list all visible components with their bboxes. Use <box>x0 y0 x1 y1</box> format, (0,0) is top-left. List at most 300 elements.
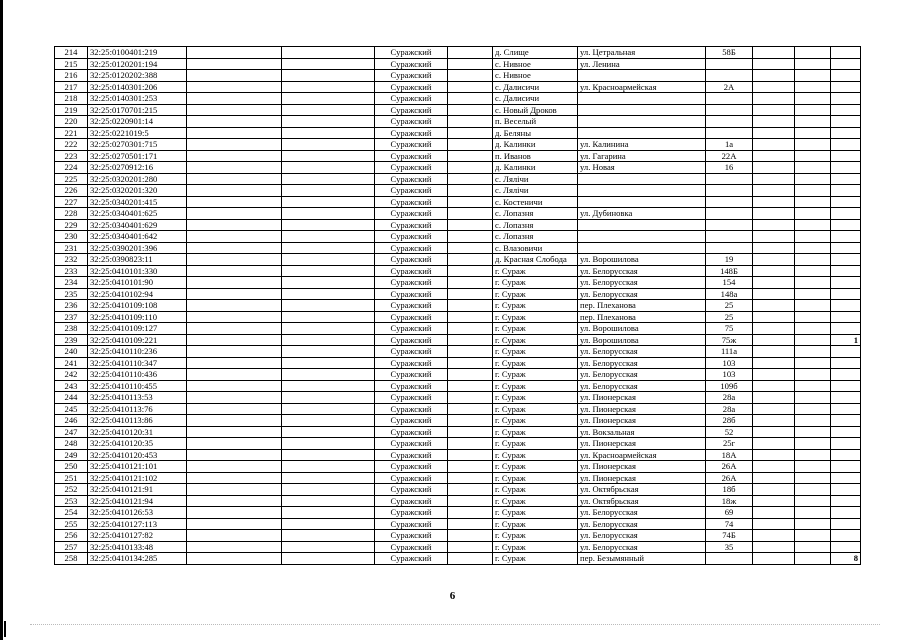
table-row <box>55 265 861 277</box>
object-cell <box>282 162 375 174</box>
extra-cell-2 <box>795 334 831 346</box>
object-cell <box>282 58 375 70</box>
street-cell: ул. Белорусская <box>578 357 706 369</box>
extra-cell <box>753 173 795 185</box>
street-cell: ул. Вокзальная <box>578 426 706 438</box>
table-row <box>55 495 861 507</box>
extra-cell <box>753 311 795 323</box>
house-cell <box>706 196 753 208</box>
empty-cell <box>448 403 493 415</box>
empty-cell <box>448 438 493 450</box>
extra-cell <box>753 81 795 93</box>
owner-cell <box>187 472 282 484</box>
extra-cell <box>753 518 795 530</box>
extra-cell <box>753 242 795 254</box>
extra-cell <box>753 196 795 208</box>
street-cell: ул. Пионерская <box>578 461 706 473</box>
cadastral-number: 32:25:0120202:388 <box>88 70 187 82</box>
street-cell: пер. Плеханова <box>578 311 706 323</box>
street-cell: ул. Ворошилова <box>578 254 706 266</box>
count-cell <box>831 449 861 461</box>
empty-cell <box>448 104 493 116</box>
district-cell: Суражский <box>375 173 448 185</box>
table-row <box>55 58 861 70</box>
district-cell: Суражский <box>375 461 448 473</box>
row-number: 232 <box>55 254 88 266</box>
count-cell <box>831 116 861 128</box>
house-cell: 154 <box>706 277 753 289</box>
object-cell <box>282 369 375 381</box>
cadastral-number: 32:25:0410113:76 <box>88 403 187 415</box>
count-cell <box>831 104 861 116</box>
object-cell <box>282 472 375 484</box>
extra-cell <box>753 415 795 427</box>
street-cell <box>578 104 706 116</box>
table-row <box>55 127 861 139</box>
table-row <box>55 392 861 404</box>
owner-cell <box>187 553 282 565</box>
object-cell <box>282 288 375 300</box>
settlement-cell: г. Сураж <box>493 288 578 300</box>
empty-cell <box>448 219 493 231</box>
empty-cell <box>448 472 493 484</box>
owner-cell <box>187 208 282 220</box>
owner-cell <box>187 242 282 254</box>
empty-cell <box>448 300 493 312</box>
extra-cell-2 <box>795 449 831 461</box>
row-number: 226 <box>55 185 88 197</box>
object-cell <box>282 116 375 128</box>
district-cell: Суражский <box>375 127 448 139</box>
object-cell <box>282 231 375 243</box>
owner-cell <box>187 495 282 507</box>
owner-cell <box>187 530 282 542</box>
district-cell: Суражский <box>375 357 448 369</box>
row-number: 218 <box>55 93 88 105</box>
empty-cell <box>448 231 493 243</box>
settlement-cell: с. Лопазня <box>493 231 578 243</box>
object-cell <box>282 323 375 335</box>
cadastral-number: 32:25:0410134:285 <box>88 553 187 565</box>
cadastral-number: 32:25:0340401:625 <box>88 208 187 220</box>
empty-cell <box>448 426 493 438</box>
table-row <box>55 380 861 392</box>
extra-cell <box>753 380 795 392</box>
cadastral-number: 32:25:0221019:5 <box>88 127 187 139</box>
document-sheet <box>54 46 860 565</box>
owner-cell <box>187 127 282 139</box>
empty-cell <box>448 334 493 346</box>
extra-cell <box>753 449 795 461</box>
table-row <box>55 173 861 185</box>
extra-cell-2 <box>795 219 831 231</box>
count-cell <box>831 139 861 151</box>
scan-edge-mark <box>4 621 6 637</box>
district-cell: Суражский <box>375 242 448 254</box>
object-cell <box>282 70 375 82</box>
extra-cell <box>753 219 795 231</box>
extra-cell <box>753 403 795 415</box>
settlement-cell: с. Новый Дроков <box>493 104 578 116</box>
owner-cell <box>187 265 282 277</box>
cadastral-number: 32:25:0220901:14 <box>88 116 187 128</box>
owner-cell <box>187 380 282 392</box>
row-number: 252 <box>55 484 88 496</box>
district-cell: Суражский <box>375 150 448 162</box>
empty-cell <box>448 553 493 565</box>
table-row <box>55 81 861 93</box>
row-number: 245 <box>55 403 88 415</box>
cadastral-number: 32:25:0270501:171 <box>88 150 187 162</box>
empty-cell <box>448 518 493 530</box>
count-cell <box>831 150 861 162</box>
count-cell <box>831 346 861 358</box>
scan-noise-line <box>30 624 880 627</box>
extra-cell-2 <box>795 300 831 312</box>
object-cell <box>282 346 375 358</box>
table-row <box>55 219 861 231</box>
empty-cell <box>448 162 493 174</box>
house-cell: 25 <box>706 300 753 312</box>
object-cell <box>282 484 375 496</box>
extra-cell-2 <box>795 277 831 289</box>
empty-cell <box>448 530 493 542</box>
owner-cell <box>187 392 282 404</box>
owner-cell <box>187 323 282 335</box>
empty-cell <box>448 93 493 105</box>
district-cell: Суражский <box>375 518 448 530</box>
row-number: 256 <box>55 530 88 542</box>
owner-cell <box>187 438 282 450</box>
owner-cell <box>187 93 282 105</box>
count-cell <box>831 311 861 323</box>
district-cell: Суражский <box>375 81 448 93</box>
house-cell: 28б <box>706 415 753 427</box>
row-number: 243 <box>55 380 88 392</box>
empty-cell <box>448 81 493 93</box>
table-row <box>55 311 861 323</box>
extra-cell <box>753 265 795 277</box>
extra-cell <box>753 70 795 82</box>
cadastral-number: 32:25:0340401:642 <box>88 231 187 243</box>
district-cell: Суражский <box>375 196 448 208</box>
empty-cell <box>448 196 493 208</box>
object-cell <box>282 81 375 93</box>
row-number: 233 <box>55 265 88 277</box>
settlement-cell: г. Сураж <box>493 403 578 415</box>
settlement-cell: г. Сураж <box>493 277 578 289</box>
table-row <box>55 93 861 105</box>
table-row <box>55 300 861 312</box>
row-number: 217 <box>55 81 88 93</box>
owner-cell <box>187 70 282 82</box>
cadastral-number: 32:25:0410121:102 <box>88 472 187 484</box>
street-cell <box>578 231 706 243</box>
empty-cell <box>448 116 493 128</box>
settlement-cell: г. Сураж <box>493 346 578 358</box>
extra-cell-2 <box>795 93 831 105</box>
extra-cell-2 <box>795 380 831 392</box>
empty-cell <box>448 449 493 461</box>
extra-cell-2 <box>795 461 831 473</box>
row-number: 239 <box>55 334 88 346</box>
district-cell: Суражский <box>375 311 448 323</box>
object-cell <box>282 254 375 266</box>
owner-cell <box>187 81 282 93</box>
table-row <box>55 139 861 151</box>
settlement-cell: г. Сураж <box>493 426 578 438</box>
count-cell <box>831 438 861 450</box>
cadastral-number: 32:25:0270912:16 <box>88 162 187 174</box>
street-cell: ул. Пионерская <box>578 403 706 415</box>
extra-cell <box>753 507 795 519</box>
object-cell <box>282 507 375 519</box>
row-number: 253 <box>55 495 88 507</box>
empty-cell <box>448 127 493 139</box>
row-number: 220 <box>55 116 88 128</box>
row-number: 238 <box>55 323 88 335</box>
object-cell <box>282 265 375 277</box>
cadastral-number: 32:25:0170701:215 <box>88 104 187 116</box>
object-cell <box>282 277 375 289</box>
extra-cell-2 <box>795 495 831 507</box>
object-cell <box>282 461 375 473</box>
house-cell <box>706 93 753 105</box>
table-row <box>55 104 861 116</box>
extra-cell-2 <box>795 196 831 208</box>
row-number: 231 <box>55 242 88 254</box>
owner-cell <box>187 449 282 461</box>
owner-cell <box>187 518 282 530</box>
extra-cell-2 <box>795 403 831 415</box>
scan-edge-left <box>0 0 3 640</box>
district-cell: Суражский <box>375 438 448 450</box>
table-row <box>55 553 861 565</box>
owner-cell <box>187 58 282 70</box>
cadastral-number: 32:25:0410110:436 <box>88 369 187 381</box>
cadastral-number: 32:25:0410110:455 <box>88 380 187 392</box>
extra-cell-2 <box>795 58 831 70</box>
table-row <box>55 484 861 496</box>
owner-cell <box>187 254 282 266</box>
table-row <box>55 541 861 553</box>
district-cell: Суражский <box>375 300 448 312</box>
owner-cell <box>187 334 282 346</box>
object-cell <box>282 242 375 254</box>
extra-cell <box>753 461 795 473</box>
count-cell <box>831 415 861 427</box>
row-number: 221 <box>55 127 88 139</box>
empty-cell <box>448 173 493 185</box>
owner-cell <box>187 288 282 300</box>
house-cell <box>706 127 753 139</box>
extra-cell-2 <box>795 530 831 542</box>
object-cell <box>282 139 375 151</box>
district-cell: Суражский <box>375 277 448 289</box>
house-cell: 16 <box>706 162 753 174</box>
street-cell: ул. Белорусская <box>578 507 706 519</box>
extra-cell <box>753 47 795 59</box>
object-cell <box>282 530 375 542</box>
house-cell: 75 <box>706 323 753 335</box>
count-cell <box>831 93 861 105</box>
empty-cell <box>448 484 493 496</box>
cadastral-number: 32:25:0410121:94 <box>88 495 187 507</box>
district-cell: Суражский <box>375 334 448 346</box>
house-cell: 52 <box>706 426 753 438</box>
row-number: 215 <box>55 58 88 70</box>
empty-cell <box>448 288 493 300</box>
settlement-cell: с. Лопазня <box>493 208 578 220</box>
extra-cell-2 <box>795 231 831 243</box>
extra-cell <box>753 127 795 139</box>
district-cell: Суражский <box>375 392 448 404</box>
empty-cell <box>448 150 493 162</box>
district-cell: Суражский <box>375 254 448 266</box>
object-cell <box>282 93 375 105</box>
extra-cell <box>753 484 795 496</box>
extra-cell <box>753 150 795 162</box>
settlement-cell: д. Калинки <box>493 139 578 151</box>
settlement-cell: г. Сураж <box>493 541 578 553</box>
count-cell <box>831 495 861 507</box>
empty-cell <box>448 461 493 473</box>
count-cell <box>831 219 861 231</box>
extra-cell-2 <box>795 507 831 519</box>
extra-cell-2 <box>795 346 831 358</box>
street-cell <box>578 70 706 82</box>
object-cell <box>282 300 375 312</box>
house-cell <box>706 58 753 70</box>
table-row <box>55 47 861 59</box>
row-number: 258 <box>55 553 88 565</box>
extra-cell <box>753 346 795 358</box>
street-cell: ул. Белорусская <box>578 541 706 553</box>
extra-cell <box>753 553 795 565</box>
owner-cell <box>187 150 282 162</box>
street-cell: ул. Пионерская <box>578 415 706 427</box>
extra-cell-2 <box>795 484 831 496</box>
table-row <box>55 231 861 243</box>
house-cell: 103 <box>706 369 753 381</box>
cadastral-number: 32:25:0410120:35 <box>88 438 187 450</box>
street-cell: ул. Белорусская <box>578 369 706 381</box>
street-cell: ул. Цетральная <box>578 47 706 59</box>
district-cell: Суражский <box>375 507 448 519</box>
street-cell <box>578 185 706 197</box>
owner-cell <box>187 162 282 174</box>
street-cell: ул. Белорусская <box>578 288 706 300</box>
house-cell <box>706 116 753 128</box>
owner-cell <box>187 484 282 496</box>
settlement-cell: г. Сураж <box>493 300 578 312</box>
district-cell: Суражский <box>375 208 448 220</box>
row-number: 222 <box>55 139 88 151</box>
table-row <box>55 162 861 174</box>
extra-cell-2 <box>795 541 831 553</box>
count-cell <box>831 323 861 335</box>
object-cell <box>282 495 375 507</box>
empty-cell <box>448 58 493 70</box>
owner-cell <box>187 196 282 208</box>
row-number: 234 <box>55 277 88 289</box>
street-cell: ул. Ворошилова <box>578 323 706 335</box>
extra-cell-2 <box>795 162 831 174</box>
street-cell <box>578 173 706 185</box>
district-cell: Суражский <box>375 219 448 231</box>
extra-cell-2 <box>795 438 831 450</box>
street-cell: ул. Гагарина <box>578 150 706 162</box>
house-cell <box>706 242 753 254</box>
house-cell: 26А <box>706 461 753 473</box>
house-cell: 2А <box>706 81 753 93</box>
row-number: 227 <box>55 196 88 208</box>
cadastral-number: 32:25:0390201:396 <box>88 242 187 254</box>
cadastral-number: 32:25:0410120:31 <box>88 426 187 438</box>
cadastral-number: 32:25:0410113:53 <box>88 392 187 404</box>
district-cell: Суражский <box>375 93 448 105</box>
cadastral-number: 32:25:0410120:453 <box>88 449 187 461</box>
owner-cell <box>187 116 282 128</box>
street-cell: ул. Белорусская <box>578 380 706 392</box>
district-cell: Суражский <box>375 449 448 461</box>
settlement-cell: п. Иванов <box>493 150 578 162</box>
district-cell: Суражский <box>375 185 448 197</box>
district-cell: Суражский <box>375 70 448 82</box>
cadastral-number: 32:25:0410102:94 <box>88 288 187 300</box>
street-cell: ул. Красноармейская <box>578 81 706 93</box>
object-cell <box>282 426 375 438</box>
object-cell <box>282 415 375 427</box>
extra-cell <box>753 426 795 438</box>
table-row <box>55 208 861 220</box>
house-cell: 25 <box>706 311 753 323</box>
district-cell: Суражский <box>375 265 448 277</box>
object-cell <box>282 185 375 197</box>
row-number: 251 <box>55 472 88 484</box>
street-cell <box>578 93 706 105</box>
cadastral-number: 32:25:0410121:91 <box>88 484 187 496</box>
cadastral-number: 32:25:0410110:347 <box>88 357 187 369</box>
cadastral-number: 32:25:0120201:194 <box>88 58 187 70</box>
object-cell <box>282 553 375 565</box>
extra-cell-2 <box>795 472 831 484</box>
owner-cell <box>187 369 282 381</box>
table-row <box>55 426 861 438</box>
district-cell: Суражский <box>375 369 448 381</box>
count-cell <box>831 507 861 519</box>
house-cell <box>706 173 753 185</box>
count-cell <box>831 288 861 300</box>
settlement-cell: г. Сураж <box>493 323 578 335</box>
count-cell <box>831 541 861 553</box>
owner-cell <box>187 541 282 553</box>
row-number: 229 <box>55 219 88 231</box>
extra-cell <box>753 392 795 404</box>
table-row <box>55 357 861 369</box>
extra-cell <box>753 530 795 542</box>
district-cell: Суражский <box>375 553 448 565</box>
settlement-cell: г. Сураж <box>493 438 578 450</box>
count-cell <box>831 426 861 438</box>
count-cell <box>831 300 861 312</box>
count-cell <box>831 196 861 208</box>
district-cell: Суражский <box>375 472 448 484</box>
district-cell: Суражский <box>375 426 448 438</box>
empty-cell <box>448 185 493 197</box>
empty-cell <box>448 70 493 82</box>
district-cell: Суражский <box>375 58 448 70</box>
